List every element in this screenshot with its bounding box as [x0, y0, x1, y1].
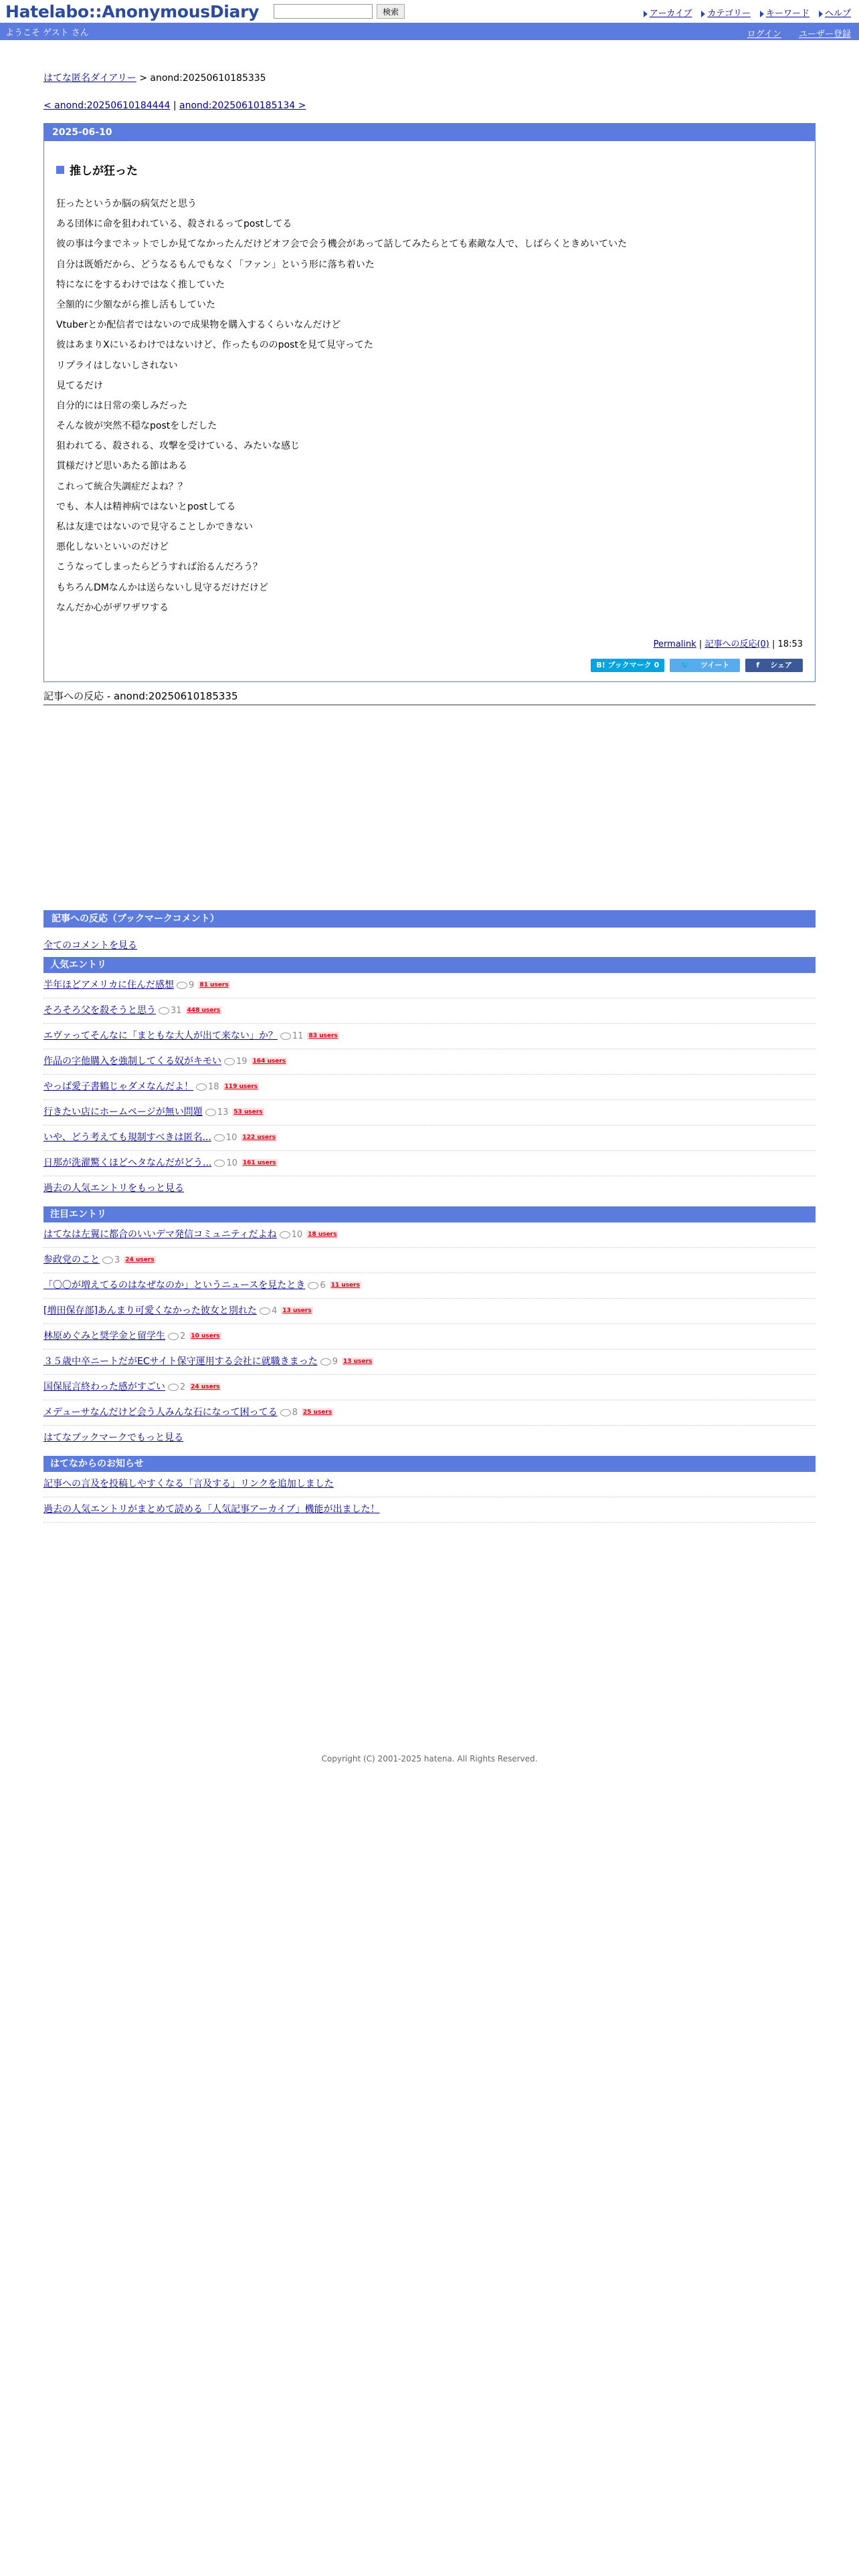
entry-title-text: 推しが狂った	[70, 165, 138, 178]
tweet-label: ツイート	[700, 660, 730, 669]
popular-header: 人気エントリ	[43, 957, 816, 973]
comment-icon	[214, 1160, 225, 1167]
bookmark-users-badge[interactable]: 161 users	[242, 1159, 276, 1166]
entry-link[interactable]: [増田保存部]あんまり可愛くなかった彼女と別れた	[43, 1305, 257, 1316]
triangle-icon	[701, 11, 705, 17]
prev-next-nav	[43, 100, 816, 111]
list-item	[43, 1024, 816, 1049]
nav-help-link[interactable]: ヘルプ	[824, 9, 851, 19]
comment-count	[196, 1075, 219, 1099]
nav-keyword[interactable]	[760, 6, 809, 19]
news-link[interactable]: 過去の人気エントリがまとめて読める「人気記事アーカイブ」機能が出ました！	[43, 1503, 380, 1515]
comment-icon	[177, 982, 187, 989]
comment-icon	[168, 1333, 179, 1340]
comment-count	[280, 1222, 303, 1247]
bookmark-users-badge[interactable]: 18 users	[308, 1230, 337, 1238]
comment-count-value: 8	[292, 1407, 298, 1418]
entry-text	[56, 194, 803, 618]
featured-more	[43, 1426, 816, 1451]
entry-title	[56, 161, 803, 178]
list-item	[43, 1151, 816, 1176]
entry-line: 自分は既婚だから、どうなるもんでもなく「ファン」という形に落ち着いた	[56, 259, 375, 270]
bookmark-users-badge[interactable]: 24 users	[191, 1383, 220, 1390]
comment-count-value: 13	[217, 1107, 229, 1117]
comment-count-value: 10	[226, 1158, 237, 1168]
bookmark-comments-header: 記事への反応（ブックマークコメント）	[43, 910, 816, 928]
entry-line: ある団体に命を狙われている、殺されるってpostしてる	[56, 219, 292, 230]
entry-body	[44, 141, 815, 681]
comment-count	[308, 1273, 325, 1298]
list-item	[43, 1049, 816, 1075]
entry-link[interactable]: エヴァってそんなに「まともな大人が出て来ない」か？	[43, 1030, 278, 1041]
comment-count	[280, 1024, 304, 1049]
register-link[interactable]: ユーザー登録	[798, 29, 851, 39]
comment-count	[224, 1049, 248, 1074]
list-item	[43, 1400, 816, 1426]
main-container	[43, 71, 816, 1763]
bookmark-users-badge[interactable]: 10 users	[191, 1332, 220, 1339]
top-bar	[0, 0, 859, 23]
twitter-icon: 🐦	[680, 660, 690, 669]
comment-icon	[308, 1282, 318, 1289]
comment-count-value: 2	[179, 1382, 186, 1392]
entry-line: こうなってしまったらどうすれば治るんだろう？	[56, 562, 262, 573]
comment-count	[214, 1151, 237, 1176]
entry-link[interactable]: 「〇〇が増えてるのはなぜなのか」というニュースを見たとき	[43, 1279, 306, 1291]
entry-link[interactable]: 日那が洗濯驚くほどヘタなんだがどう...	[43, 1157, 212, 1168]
entry-line: Vtuberとか配信者ではないので成果物を購入するくらいなんだけど	[56, 320, 341, 331]
prev-next-sep: |	[170, 100, 180, 111]
entry-line: リプライはしないしされない	[56, 360, 178, 371]
comment-icon	[214, 1134, 225, 1142]
comment-icon	[196, 1083, 207, 1091]
breadcrumb-sep: >	[136, 73, 151, 84]
list-item	[43, 998, 816, 1024]
all-comments-link[interactable]: 全てのコメントを見る	[43, 940, 137, 951]
comment-icon	[168, 1384, 179, 1391]
welcome-text: ようこそ ゲスト さん	[5, 27, 89, 38]
entry-link[interactable]: そろそろ父を殺そうと思う	[43, 1004, 156, 1016]
news-header: はてなからのお知らせ	[43, 1456, 816, 1472]
entry-line: 狂ったというか脳の病気だと思う	[56, 199, 197, 209]
comment-count-value: 19	[236, 1056, 248, 1067]
bookmark-users-badge[interactable]: 83 users	[308, 1032, 338, 1039]
comment-icon	[159, 1007, 169, 1014]
featured-more-link[interactable]: はてなブックマークでもっと見る	[43, 1432, 184, 1443]
nav-keyword-link[interactable]: キーワード	[765, 9, 809, 19]
entry-link[interactable]: やっぱ愛子書鶴じゃダメなんだよ！	[43, 1081, 193, 1092]
entry-link[interactable]: 林原めぐみと奨学金と留学生	[43, 1330, 165, 1341]
entry-line: 全額的に少額ながら推し活もしていた	[56, 299, 215, 310]
comment-icon	[280, 1231, 290, 1239]
entry-link[interactable]: メデューサなんだけど会う人みんな石になって困ってる	[43, 1406, 278, 1418]
entry-link[interactable]: 参政党のこと	[43, 1254, 100, 1265]
comment-count-value: 31	[171, 1005, 182, 1016]
comment-count	[260, 1299, 277, 1323]
facebook-icon: f	[756, 660, 760, 669]
breadcrumb-current: anond:20250610185335	[150, 73, 266, 84]
entry-line: なんだか心がザワザワする	[56, 602, 169, 613]
comment-count-value: 11	[292, 1031, 304, 1041]
comment-count	[159, 998, 182, 1023]
reactions-title: 記事への反応 - anond:20250610185335	[43, 689, 816, 706]
entry-line: 悪化しないといいのだけど	[56, 542, 169, 553]
entry-link[interactable]: ３５歳中卒ニートだがECサイト保守運用する会社に就職きまった	[43, 1356, 318, 1367]
triangle-icon	[760, 11, 764, 17]
share-label: シェア	[770, 660, 792, 669]
comment-icon	[205, 1109, 216, 1116]
triangle-icon	[644, 11, 648, 17]
popular-more-link[interactable]: 過去の人気エントリをもっと見る	[43, 1182, 184, 1194]
triangle-icon	[819, 11, 823, 17]
comment-icon	[280, 1409, 291, 1416]
news-item	[43, 1472, 816, 1497]
entry-footer: Permalink | 記事への反応(0) | 18:53	[653, 639, 803, 649]
comment-icon	[280, 1033, 291, 1040]
comment-count	[102, 1248, 120, 1273]
hatena-bookmark-button[interactable]: B! ブックマーク 0	[591, 659, 664, 672]
bookmark-users-badge[interactable]: 53 users	[233, 1108, 263, 1115]
entry-line: 自分的には日常の楽しみだった	[56, 400, 187, 411]
permalink[interactable]: Permalink	[653, 639, 696, 649]
entry-link[interactable]: 半年ほどアメリカに住んだ感想	[43, 979, 175, 990]
entry-link[interactable]: 国保屁言終わった感がすごい	[43, 1381, 165, 1392]
entry-line: でも、本人は精神病ではないとpostしてる	[56, 501, 236, 512]
comment-count-value: 10	[225, 1132, 237, 1143]
entry-line: 私は友達ではないので見守ることしかできない	[56, 522, 253, 532]
reaction-link[interactable]: 記事への反応(0)	[704, 639, 769, 649]
breadcrumb	[43, 71, 816, 84]
search-input[interactable]	[274, 4, 373, 19]
popular-list	[43, 973, 816, 1176]
list-item	[43, 1324, 816, 1350]
nav-archive-link[interactable]: アーカイブ	[649, 9, 692, 19]
list-item	[43, 1222, 816, 1248]
list-item	[43, 1273, 816, 1299]
entry-link[interactable]: 作品の字他購入を強制してくる奴がキモい	[43, 1055, 221, 1067]
list-item	[43, 973, 816, 998]
comment-icon	[260, 1307, 270, 1315]
facebook-share-button[interactable]	[745, 659, 803, 672]
comment-count	[280, 1400, 298, 1425]
bookmark-users-badge[interactable]: 11 users	[330, 1281, 360, 1289]
list-item	[43, 1299, 816, 1324]
entry-line: 特になにをするわけではなく推していた	[56, 279, 225, 290]
breadcrumb-root[interactable]: はてな匿名ダイアリー	[43, 73, 136, 84]
bookmark-users-badge[interactable]: 122 users	[242, 1134, 276, 1141]
entry-line: 彼の事は今までネットでしか見てなかったんだけどオフ会で会う機会があって話してみたらとても素敵な人で、しばらくときめいていた	[56, 239, 628, 250]
entry-link[interactable]: 行きたい店にホームページが無い問題	[43, 1106, 203, 1117]
user-bar	[0, 23, 859, 40]
popular-more	[43, 1176, 816, 1201]
comment-count-value: 4	[271, 1305, 278, 1316]
comment-count-value: 3	[114, 1255, 120, 1265]
square-icon	[56, 166, 64, 174]
bookmark-users-badge[interactable]: 448 users	[187, 1006, 221, 1014]
comment-count	[320, 1350, 338, 1374]
entry-line: 見てるだけ	[56, 380, 103, 391]
bookmark-users-badge[interactable]: 25 users	[302, 1408, 332, 1416]
comment-icon	[102, 1257, 113, 1264]
nav-help[interactable]	[819, 6, 851, 19]
bookmark-users-badge[interactable]: 119 users	[224, 1083, 258, 1090]
top-nav	[644, 6, 851, 19]
share-buttons	[56, 659, 803, 672]
list-item	[43, 1075, 816, 1100]
comment-icon	[224, 1058, 235, 1065]
site-logo[interactable]: Hatelabo::AnonymousDiary	[5, 1, 260, 21]
entry-line: これって統合失調症だよね？？	[56, 481, 187, 492]
featured-list	[43, 1222, 816, 1426]
comment-count-value: 18	[208, 1081, 219, 1092]
bookmark-users-badge[interactable]: 13 users	[343, 1358, 373, 1365]
next-entry-link[interactable]: anond:20250610185134 >	[179, 100, 306, 111]
comment-icon	[320, 1358, 331, 1366]
comment-count	[168, 1324, 185, 1349]
nav-category-link[interactable]: カテゴリー	[707, 9, 751, 19]
all-comments	[43, 938, 816, 952]
login-link[interactable]: ログイン	[747, 29, 781, 39]
comment-count-value: 9	[189, 980, 195, 990]
bookmark-users-badge[interactable]: 13 users	[282, 1307, 312, 1314]
nav-category[interactable]	[701, 6, 750, 19]
comment-count	[205, 1100, 229, 1125]
entry-line: 貫様だけど思いあたる節はある	[56, 461, 187, 472]
list-item	[43, 1375, 816, 1400]
list-item	[43, 1248, 816, 1273]
bookmark-users-badge[interactable]: 81 users	[199, 981, 229, 988]
entry-line: もちろんDMなんかは送らないし見守るだけだけど	[56, 582, 268, 593]
entry-link[interactable]: はてなは左翼に都合のいいデマ発信コミュニティだよね	[43, 1228, 277, 1240]
bookmark-users-badge[interactable]: 164 users	[252, 1057, 286, 1065]
list-item	[43, 1125, 816, 1151]
list-item	[43, 1100, 816, 1125]
nav-archive[interactable]	[644, 6, 692, 19]
footer-copyright: Copyright (C) 2001-2025 hatena. All Rights Reserved.	[321, 1753, 538, 1763]
entry-date: 2025-06-10	[44, 124, 815, 141]
entry-line: 彼はあまりXにいるわけではないけど、作ったもののpostを見て見守ってた	[56, 340, 373, 351]
news-item	[43, 1497, 816, 1523]
comment-count-value: 2	[180, 1331, 186, 1341]
entry-box	[43, 123, 816, 682]
news-link[interactable]: 記事への言及を投稿しやすくなる「言及する」リンクを追加しました	[43, 1478, 334, 1489]
featured-header: 注目エントリ	[43, 1206, 816, 1222]
bookmark-users-badge[interactable]: 24 users	[125, 1256, 155, 1263]
comment-count	[177, 973, 194, 998]
comment-count	[168, 1375, 185, 1400]
list-item	[43, 1350, 816, 1375]
comment-count-value: 10	[291, 1229, 303, 1240]
tweet-button[interactable]	[670, 659, 740, 672]
news-list	[43, 1472, 816, 1523]
entry-line: 狙われてる、殺される、攻撃を受けている、みたいな感じ	[56, 441, 300, 452]
comment-count	[214, 1125, 237, 1150]
comment-count-value: 9	[332, 1356, 338, 1367]
entry-link[interactable]: いや、どう考えても規制すべきは匿名...	[43, 1132, 211, 1143]
search-button[interactable]: 検索	[377, 4, 405, 19]
prev-entry-link[interactable]: < anond:20250610184444	[43, 100, 171, 111]
comment-count-value: 6	[320, 1280, 326, 1291]
entry-line: そんな彼が突然不穏なpostをしだした	[56, 421, 217, 432]
entry-time: 18:53	[777, 639, 803, 649]
